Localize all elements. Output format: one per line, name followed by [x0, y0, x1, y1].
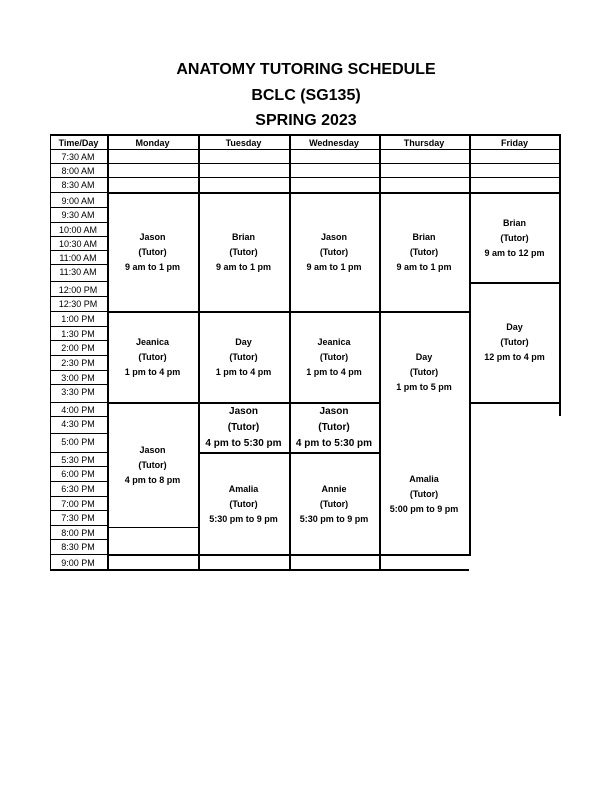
time-label: 11:00 AM: [59, 253, 97, 263]
grid-line: [50, 433, 107, 434]
tutor-name: Jason: [139, 232, 166, 242]
block-monday-afternoon: [107, 312, 198, 402]
time-label: 1:00 PM: [61, 314, 95, 324]
tutor-role: (Tutor): [227, 422, 260, 433]
tutor-name: Brian: [502, 217, 526, 228]
time-label: 8:00 PM: [61, 528, 95, 538]
tutor-role: (Tutor): [318, 422, 350, 433]
tutor-hours: 5:00 pm to 9 pm: [389, 503, 459, 514]
tutor-name: Day: [506, 322, 523, 332]
tutor-hours: 1 pm to 5 pm: [396, 381, 452, 392]
time-label: 11:30 AM: [59, 267, 97, 277]
header-tuesday: Tuesday: [225, 138, 262, 148]
grid-line: [50, 149, 561, 150]
tutor-role: (Tutor): [138, 247, 167, 257]
time-label: 9:00 PM: [61, 558, 95, 568]
grid-line: [50, 569, 469, 571]
schedule-location: BCLC (SG135): [251, 87, 361, 104]
tutor-role: (Tutor): [409, 247, 439, 257]
tutor-role: (Tutor): [319, 247, 349, 257]
tutor-name: Day: [415, 351, 433, 362]
time-label: 7:30 PM: [61, 513, 95, 523]
time-label: 6:00 PM: [61, 469, 95, 479]
block-wednesday-morning: [289, 194, 379, 311]
tutor-hours: 4 pm to 5:30 pm: [295, 438, 373, 449]
tutor-name: Day: [235, 336, 252, 347]
block-monday-morning: [107, 194, 198, 311]
time-label: 10:30 AM: [58, 239, 98, 249]
tutor-hours: 5:30 pm to 9 pm: [209, 514, 278, 524]
tutor-hours: 4 pm to 5:30 pm: [205, 438, 282, 449]
time-label: 6:30 PM: [61, 484, 95, 494]
tutor-name: Jason: [319, 406, 349, 417]
tutor-name: Brian: [412, 232, 436, 242]
tutor-hours: 9 am to 12 pm: [484, 247, 545, 258]
block-tuesday-afternoon: [198, 312, 289, 402]
tutor-hours: 9 am to 1 pm: [215, 262, 271, 272]
tutor-hours: 4 pm to 8 pm: [124, 474, 181, 485]
tutor-role: (Tutor): [229, 499, 258, 509]
time-label: 7:00 PM: [61, 499, 95, 509]
time-label: 12:30 PM: [58, 299, 98, 309]
header-monday: Monday: [135, 138, 170, 148]
tutor-name: Annie: [321, 484, 347, 494]
block-thursday-morning: [379, 194, 469, 311]
block-wednesday-afternoon: [289, 312, 379, 402]
tutor-hours: 12 pm to 4 pm: [484, 352, 545, 362]
tutor-role: (Tutor): [319, 499, 349, 509]
grid-line: [107, 177, 561, 178]
tutor-hours: 5:30 pm to 9 pm: [299, 514, 369, 524]
block-friday-morning: [469, 194, 560, 282]
tutor-name: Jeanica: [135, 336, 170, 347]
block-thursday-afternoon: [379, 312, 469, 432]
block-thursday-evening: [379, 433, 469, 555]
tutor-role: (Tutor): [409, 488, 439, 499]
time-label: 4:00 PM: [61, 405, 95, 415]
block-friday-afternoon: [469, 283, 560, 402]
tutor-role: (Tutor): [138, 459, 167, 470]
time-label: 12:00 PM: [58, 285, 98, 295]
time-label: 7:30 AM: [61, 152, 95, 162]
time-label: 5:00 PM: [61, 437, 95, 447]
tutor-name: Brian: [231, 232, 255, 242]
tutor-hours: 9 am to 1 pm: [306, 262, 362, 272]
time-label: 3:30 PM: [61, 387, 95, 397]
grid-line: [50, 134, 561, 136]
tutor-name: Jason: [139, 444, 166, 455]
schedule-term: SPRING 2023: [255, 112, 357, 129]
header-thursday: Thursday: [403, 138, 445, 148]
time-label: 9:00 AM: [61, 196, 95, 206]
tutor-role: (Tutor): [319, 351, 349, 362]
tutor-role: (Tutor): [500, 337, 529, 347]
grid-line: [50, 554, 107, 555]
block-tuesday-morning: [198, 194, 289, 311]
time-label: 8:00 AM: [61, 166, 95, 176]
block-monday-evening: [107, 403, 198, 527]
time-label: 8:30 PM: [61, 542, 95, 552]
grid-line: [50, 281, 107, 282]
header-time-day: Time/Day: [58, 138, 99, 148]
tutor-hours: 9 am to 1 pm: [124, 262, 180, 272]
grid-line: [107, 163, 561, 164]
tutor-name: Jeanica: [317, 336, 351, 347]
time-label: 1:30 PM: [61, 329, 95, 339]
tutor-role: (Tutor): [138, 351, 167, 362]
tutor-role: (Tutor): [409, 366, 439, 377]
tutor-name: Jason: [320, 232, 347, 242]
grid-line: [469, 402, 561, 404]
time-label: 2:00 PM: [61, 343, 95, 353]
tutor-hours: 1 pm to 4 pm: [306, 366, 362, 377]
grid-line: [107, 527, 198, 528]
block-tuesday-evening: [198, 454, 289, 555]
time-label: 10:00 AM: [58, 225, 98, 235]
time-label: 2:30 PM: [61, 358, 95, 368]
time-label: 4:30 PM: [61, 419, 95, 429]
tutor-name: Amalia: [228, 484, 259, 494]
time-label: 3:00 PM: [61, 373, 95, 383]
time-label: 8:30 AM: [61, 180, 95, 190]
schedule-title: ANATOMY TUTORING SCHEDULE: [176, 61, 436, 78]
time-label: 9:30 AM: [61, 210, 95, 220]
tutor-role: (Tutor): [500, 232, 529, 243]
tutor-hours: 9 am to 1 pm: [396, 262, 452, 272]
block-wednesday-evening: [289, 454, 379, 555]
grid-line: [50, 192, 107, 193]
tutor-name: Jason: [229, 406, 258, 417]
header-friday: Friday: [500, 138, 528, 148]
tutor-role: (Tutor): [229, 247, 258, 257]
tutor-hours: 1 pm to 4 pm: [124, 366, 181, 377]
tutor-hours: 1 pm to 4 pm: [215, 366, 272, 377]
time-label: 5:30 PM: [61, 455, 95, 465]
block-wednesday-late-afternoon: [289, 403, 379, 453]
tutor-role: (Tutor): [229, 351, 258, 362]
tutor-name: Amalia: [409, 473, 439, 484]
header-wednesday: Wednesday: [309, 138, 359, 148]
block-tuesday-late-afternoon: [198, 403, 289, 453]
